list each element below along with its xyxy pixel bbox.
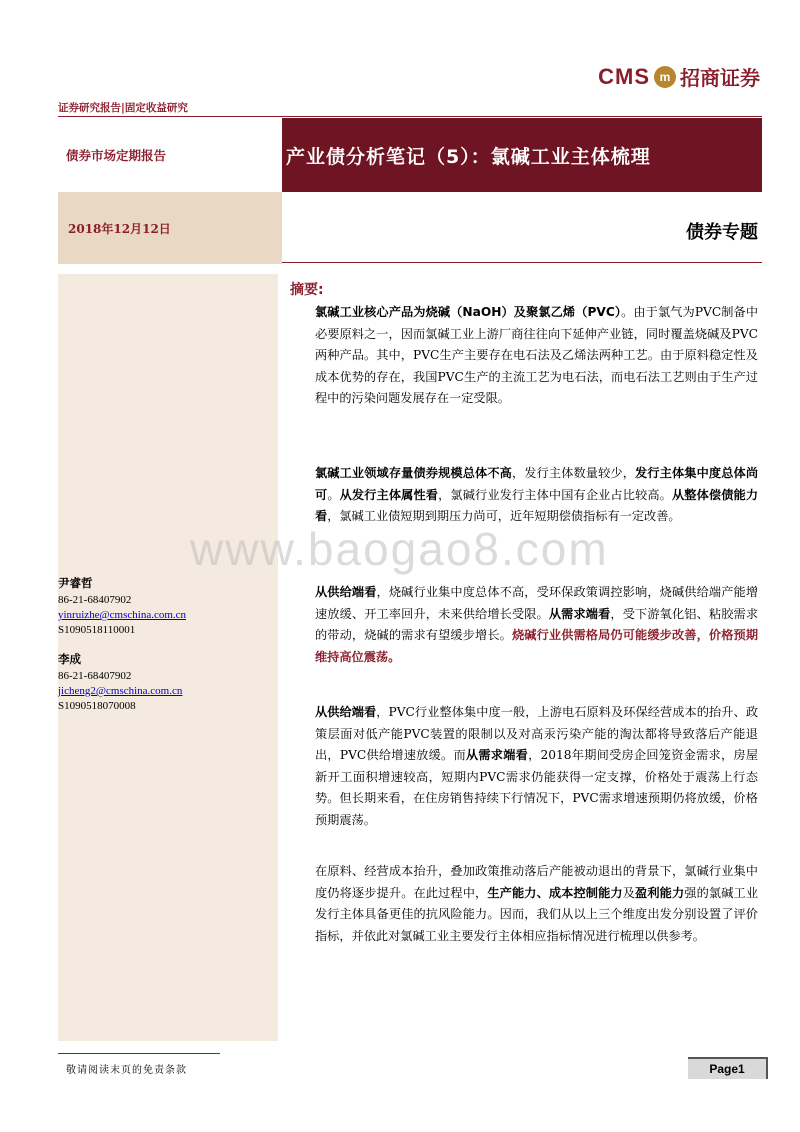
body-text: ，氯碱行业发行主体中国有企业占比较高。: [438, 487, 672, 502]
body-text: ，烧碱行业集中度总体不高，受环保政策调控影响，烧碱供给端产能增速放缓、开工率回升，未来供给增长受限。: [315, 585, 759, 621]
body-text: ，氯碱工业债短期到期压力尚可，近年短期偿债指标有一定改善。: [327, 509, 681, 523]
author-phone: 86-21-68407902: [58, 670, 132, 682]
author-name: 李成: [58, 652, 81, 666]
bold-text: 从供给端看: [315, 705, 377, 719]
author-card: [58, 652, 182, 714]
bold-text: 发行主体集中度总体尚可: [315, 466, 759, 502]
bold-text: 氯碱工业核心产品为烧碱（NaOH）及聚氯乙烯（PVC）: [315, 305, 622, 319]
bold-text: 从发行主体属性看: [339, 487, 439, 502]
abstract-paragraph-5: [315, 861, 758, 947]
report-category: 证券研究报告|固定收益研究: [58, 102, 188, 114]
body-text: 。: [327, 487, 340, 502]
abstract-heading: 摘要:: [290, 282, 324, 298]
abstract-paragraph-1: [315, 302, 758, 410]
bold-conclusion-text: 烧碱行业供需格局仍可能缓步改善，价格预期维持高位震荡。: [315, 628, 759, 664]
body-text: ，发行主体数量较少，: [511, 466, 636, 480]
report-date: 2018年12月12日: [68, 221, 171, 236]
author-email-link[interactable]: yinruizhe@cmschina.com.cn: [58, 609, 187, 621]
page-number-box: [688, 1057, 768, 1079]
report-topic: 债券专题: [686, 222, 758, 243]
footer-divider: [58, 1053, 220, 1054]
page-number: Page1: [709, 1062, 745, 1076]
bold-text: 盈利能力: [635, 885, 685, 900]
body-text: ，PVC行业整体集中度一般，上游电石原料及环保经营成本的抬升、政策层面对低产能PVC装置的限制以及对高汞污染产能的淘汰都将导致落后产能退出，PVC供给增速放缓。而: [315, 705, 759, 762]
bold-text: 从需求端看: [465, 748, 529, 762]
abstract-paragraph-4: [315, 702, 758, 831]
author-phone: 86-21-68407902: [58, 594, 132, 606]
body-text: 在原料、经营成本抬升，叠加政策推动落后产能被动退出的背景下，氯碱行业集中度仍将逐步提升。在此过程中，: [315, 864, 758, 900]
author-email-link[interactable]: jicheng2@cmschina.com.cn: [58, 685, 183, 697]
bold-text: 从供给端看: [315, 585, 377, 599]
report-type: 债券市场定期报告: [66, 148, 167, 163]
abstract-paragraph-3: [315, 582, 758, 668]
logo-cms-text: CMS: [598, 63, 650, 89]
date-box: [58, 192, 282, 264]
body-text: 强的氯碱工业发行主体具备更佳的抗风险能力。因而，我们从以上三个维度出发分别设置了评价指标，并依此对氯碱工业主要发行主体相应指标情况进行梳理以供参考。: [315, 885, 759, 943]
abstract-paragraph-2: [315, 463, 758, 528]
logo-chinese-name: 招商证券: [680, 66, 760, 90]
bold-text: 从整体偿债能力看: [315, 487, 759, 523]
author-license: S1090518110001: [58, 624, 136, 636]
body-text: 。由于氯气为PVC制备中必要原料之一，因而氯碱工业上游厂商往往向下延伸产业链，同时覆盖烧碱及PVC两种产品。其中，PVC生产主要存在电石法及乙烯法两种工艺。由于原料稳定性及成本优势的存在，我国PVC生产的主流工艺为电石法，而电石法工艺则由于生产过程中的污染问题发展存在一定受限。: [315, 305, 759, 405]
header-divider: [58, 116, 762, 117]
author-name: 尹睿哲: [58, 576, 93, 590]
topic-divider: [282, 262, 762, 263]
bold-text: 氯碱工业领域存量债券规模总体不高: [315, 466, 512, 480]
footer-disclaimer: 敬请阅读末页的免责条款: [66, 1065, 187, 1076]
report-type-box: [58, 118, 282, 192]
author-license: S1090518070008: [58, 700, 136, 712]
bold-text: 生产能力、成本控制能力: [487, 885, 623, 900]
title-bar: [282, 118, 762, 192]
body-text: 及: [622, 885, 636, 900]
report-title: 产业债分析笔记（5）：氯碱工业主体梳理: [286, 145, 651, 168]
watermark: www.baogao8.com: [190, 523, 609, 575]
logo-seal-icon: m: [654, 66, 676, 88]
brand-logo: [598, 62, 760, 91]
body-text: ，受下游氧化铝、粘胶需求的带动，烧碱的需求有望缓步增长。: [315, 606, 759, 642]
body-text: ，2018年期间受房企回笼资金需求，房屋新开工面积增速较高，短期内PVC需求仍能获得一定支撑，价格处于震荡上行态势。但长期来看，在住房销售持续下行情况下，PVC需求增速预期仍将放缓，价格预期震荡。: [315, 748, 759, 827]
bold-text: 从需求端看: [548, 606, 611, 621]
author-card: [58, 576, 186, 638]
